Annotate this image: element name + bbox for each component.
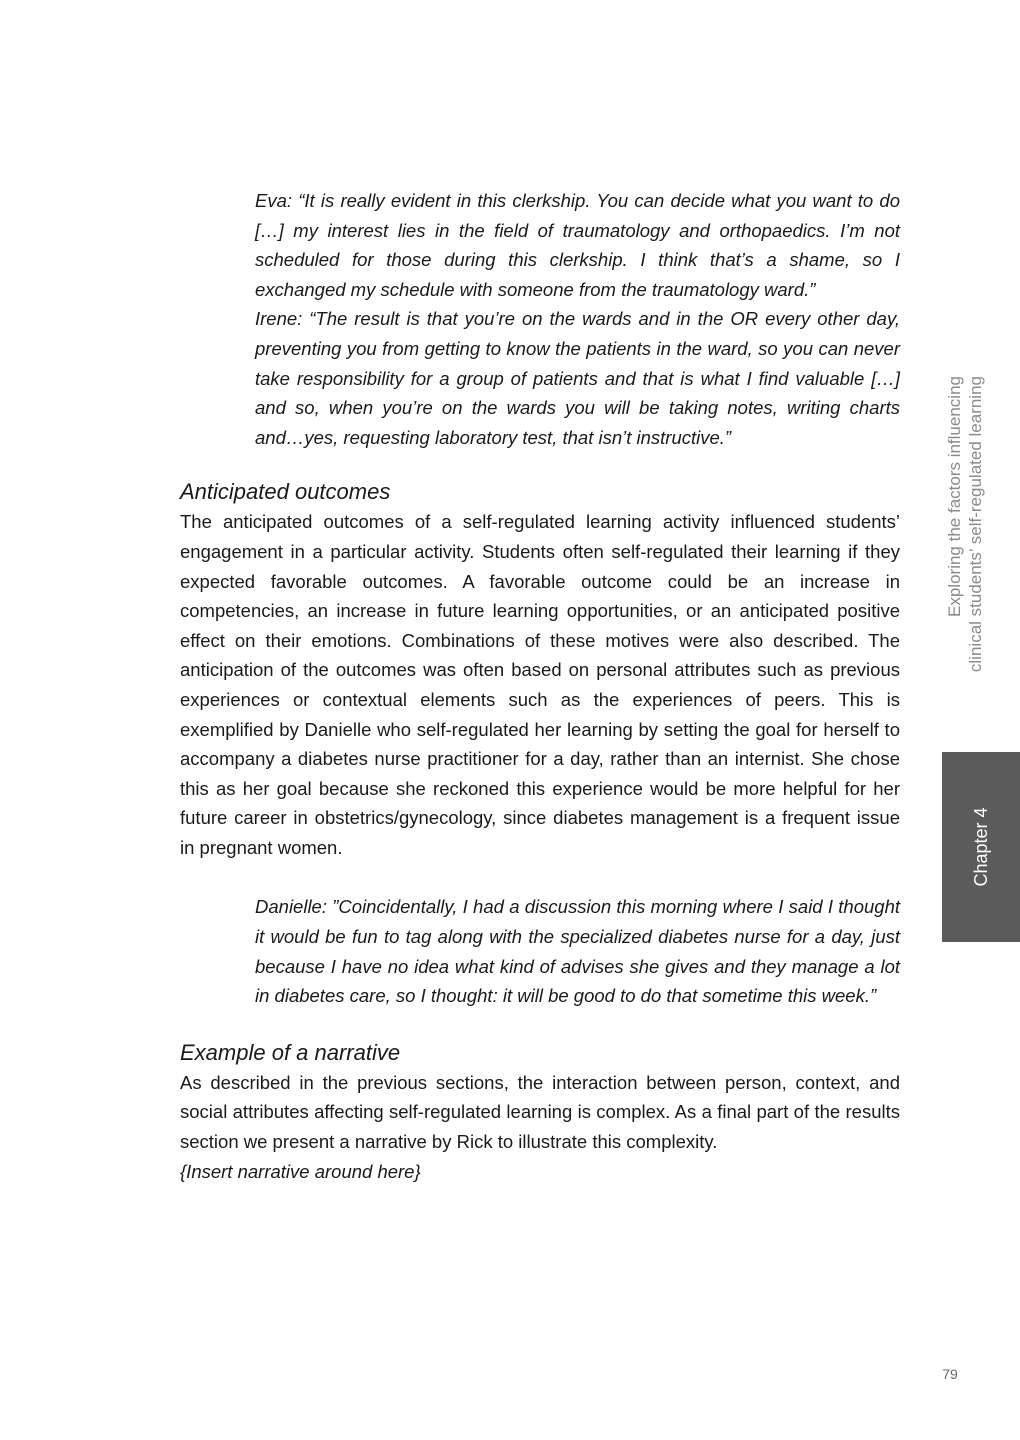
quote-eva: Eva: “It is really evident in this clerkship. You can decide what you want to do […] my interest lies in the field of traumatology and orthopaedics. I’m not scheduled for those during this clerkship. I think that’s a shame, so I exchanged my schedule with someone from the traumatology ward.” (255, 190, 900, 300)
paragraph-anticipated-outcomes: The anticipated outcomes of a self-regulated learning activity influenced students’ engagement in a particular activity. Students often self-regulated their learning if they expected favorable outcomes. A favorable outcome could be an increase in competencies, an increase in future learning opportunities, or an anticipated positive effect on their emotions. Combinations of these motives were also described. The anticipation of the outcomes was often based on personal attributes such as previous experiences or contextual elements such as the experiences of peers. This is exemplified by Danielle who self-regulated her learning by setting the goal for herself to accompany a diabetes nurse practitioner for a day, rather than an internist. She chose this as her goal because she reckoned this experience would be more helpful for her future career in obstetrics/gynecology, since diabetes management is a frequent issue in pregnant women. (180, 511, 900, 858)
quote-block-eva-irene (255, 186, 900, 452)
quote-danielle: Danielle: ”Coincidentally, I had a discussion this morning where I said I thought it would be fun to tag along with the specialized diabetes nurse for a day, just because I have no idea what kind of advises she gives and they manage a lot in diabetes care, so I thought: it will be good to do that sometime this week.” (255, 896, 900, 1007)
chapter-tab (942, 752, 1020, 942)
side-running-title (944, 376, 988, 721)
narrative-placeholder: {Insert narrative around here} (180, 1160, 421, 1182)
quote-block-danielle (255, 892, 900, 1010)
running-title-line-2: clinical students’ self-regulated learning (966, 376, 985, 673)
running-title-line-1: Exploring the factors influencing (945, 376, 964, 617)
section-heading-anticipated-outcomes: Anticipated outcomes (180, 479, 391, 505)
section-heading-example-narrative: Example of a narrative (180, 1039, 401, 1065)
page-number: 79 (942, 1366, 958, 1382)
quote-irene: Irene: “The result is that you’re on the wards and in the OR every other day, preventing you from getting to know the patients in the ward, so you can never take responsibility for a group of patients and that is what I find valuable […] and so, when you’re on the wards you will be taking notes, writing charts and…yes, requesting laboratory test, that isn’t instructive.” (255, 308, 900, 448)
page-content (180, 186, 900, 1186)
chapter-tab-label: Chapter 4 (971, 807, 991, 887)
paragraph-example-narrative: As described in the previous sections, the interaction between person, context, and social attributes affecting self-regulated learning is complex. As a final part of the results section we present a narrative by Rick to illustrate this complexity. (180, 1071, 900, 1153)
